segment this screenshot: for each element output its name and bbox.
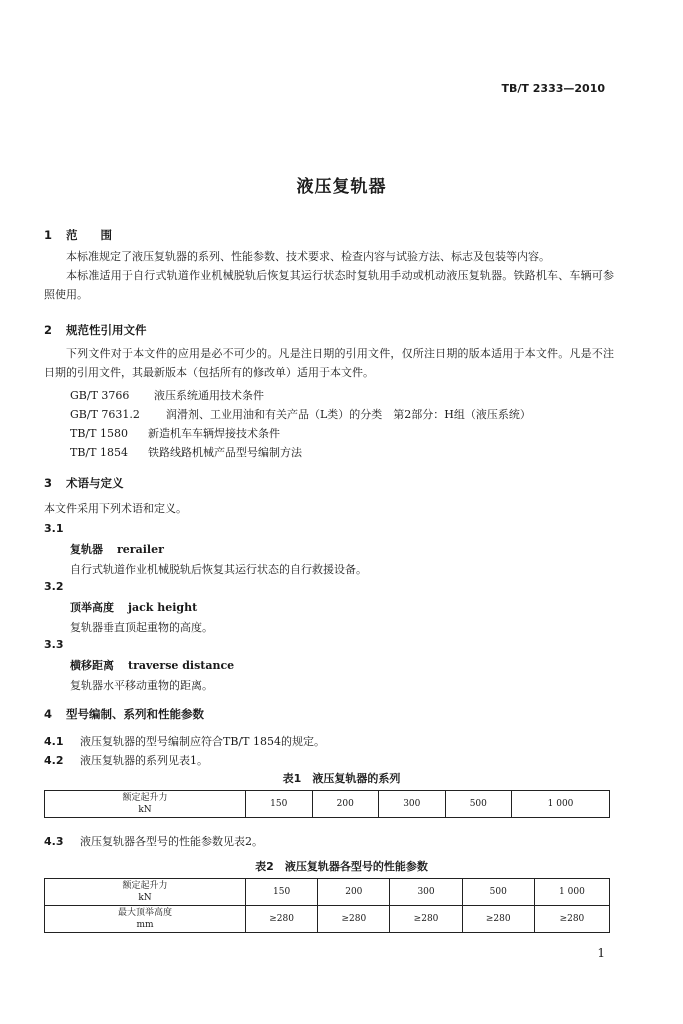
header-unit: kN [138, 805, 152, 815]
row-header [45, 879, 246, 906]
table-cell: 300 [390, 879, 462, 906]
table-row [45, 791, 610, 818]
section-number: 1 [44, 228, 53, 242]
normative-reference [70, 406, 531, 422]
section-2-heading [44, 322, 147, 338]
clause-number: 4.1 [44, 735, 64, 748]
table-cell: ≥280 [246, 906, 318, 933]
table-row [45, 879, 610, 906]
normative-reference [70, 444, 302, 460]
table-2-caption: 表2 液压复轨器各型号的性能参数 [255, 860, 428, 873]
table-cell: ≥280 [534, 906, 609, 933]
header-label: 最大顶举高度 [117, 908, 172, 918]
table-cell: 150 [246, 791, 313, 818]
table-cell: ≥280 [462, 906, 534, 933]
section-2-paragraph: 下列文件对于本文件的应用是必不可少的。凡是注日期的引用文件，仅所注日期的版本适用于本文件。凡是不注日期的引用文件，其最新版本（包括所有的修改单）适用于本文件。 [44, 347, 614, 379]
clause-text: 液压复轨器各型号的性能参数见表2。 [80, 835, 263, 848]
term-chinese: 复轨器 [70, 543, 103, 556]
table-row [45, 906, 610, 933]
header-unit: kN [138, 893, 152, 903]
section-3-intro: 本文件采用下列术语和定义。 [44, 502, 187, 515]
clause-4-1 [44, 733, 325, 749]
reference-code: TB/T 1854 [70, 446, 128, 459]
term-chinese: 顶举高度 [70, 601, 114, 614]
reference-code: GB/T 3766 [70, 389, 130, 402]
term-english: jack height [128, 601, 198, 614]
clause-4-2 [44, 752, 208, 768]
clause-text: 液压复轨器的系列见表1。 [80, 754, 208, 767]
term-entry [70, 599, 197, 615]
section-number: 3 [44, 476, 53, 490]
table-cell: ≥280 [318, 906, 390, 933]
table-cell: 200 [318, 879, 390, 906]
reference-title: 铁路线路机械产品型号编制方法 [148, 446, 302, 459]
section-1-paragraph-2: 本标准适用于自行式轨道作业机械脱轨后恢复其运行状态时复轨用手动或机动液压复轨器。铁路机车、车辆可参照使用。 [44, 269, 614, 301]
table-cell: 1 000 [512, 791, 610, 818]
header-label: 额定起升力 [122, 793, 168, 803]
page-number: 1 [597, 946, 605, 960]
table-cell: 500 [462, 879, 534, 906]
table-cell: 1 000 [534, 879, 609, 906]
section-4-heading [44, 706, 204, 722]
row-header [45, 791, 246, 818]
clause-4-3 [44, 833, 263, 849]
standard-code: TB/T 2333—2010 [501, 82, 605, 95]
clause-number: 4.3 [44, 835, 64, 848]
table-2 [44, 878, 610, 933]
clause-number: 3.3 [44, 638, 64, 651]
term-english: rerailer [117, 543, 164, 556]
clause-number: 3.2 [44, 580, 64, 593]
document-title: 液压复轨器 [296, 177, 387, 197]
table-1 [44, 790, 610, 818]
table-1-caption: 表1 液压复轨器的系列 [282, 772, 401, 785]
clause-number: 3.1 [44, 522, 64, 535]
section-number: 2 [44, 323, 53, 337]
section-title: 型号编制、系列和性能参数 [66, 707, 204, 721]
reference-title: 润滑剂、工业用油和有关产品（L类）的分类 第2部分：H组（液压系统） [166, 408, 531, 421]
header-unit: mm [136, 920, 154, 930]
table-cell: 500 [445, 791, 512, 818]
normative-reference [70, 425, 280, 441]
table-cell: 200 [312, 791, 379, 818]
section-title: 范 围 [66, 228, 112, 242]
section-title: 术语与定义 [66, 476, 124, 490]
term-definition: 复轨器水平移动重物的距离。 [70, 679, 213, 692]
section-3-heading [44, 475, 124, 491]
term-entry [70, 657, 234, 673]
reference-title: 新造机车车辆焊接技术条件 [148, 427, 280, 440]
term-entry [70, 541, 164, 557]
term-english: traverse distance [128, 659, 235, 672]
term-chinese: 横移距离 [70, 659, 114, 672]
section-1-heading [44, 227, 112, 243]
row-header [45, 906, 246, 933]
clause-number: 4.2 [44, 754, 64, 767]
normative-reference [70, 387, 264, 403]
header-label: 额定起升力 [122, 881, 168, 891]
table-cell: ≥280 [390, 906, 462, 933]
section-1-paragraph-1: 本标准规定了液压复轨器的系列、性能参数、技术要求、检查内容与试验方法、标志及包装等内容。 [66, 250, 550, 263]
table-cell: 150 [246, 879, 318, 906]
reference-code: GB/T 7631.2 [70, 408, 140, 421]
reference-title: 液压系统通用技术条件 [154, 389, 264, 402]
clause-text: 液压复轨器的型号编制应符合TB/T 1854的规定。 [80, 735, 325, 748]
reference-code: TB/T 1580 [70, 427, 128, 440]
section-number: 4 [44, 707, 53, 721]
section-title: 规范性引用文件 [66, 323, 147, 337]
term-definition: 复轨器垂直顶起重物的高度。 [70, 621, 213, 634]
table-cell: 300 [379, 791, 446, 818]
term-definition: 自行式轨道作业机械脱轨后恢复其运行状态的自行救援设备。 [70, 563, 367, 576]
